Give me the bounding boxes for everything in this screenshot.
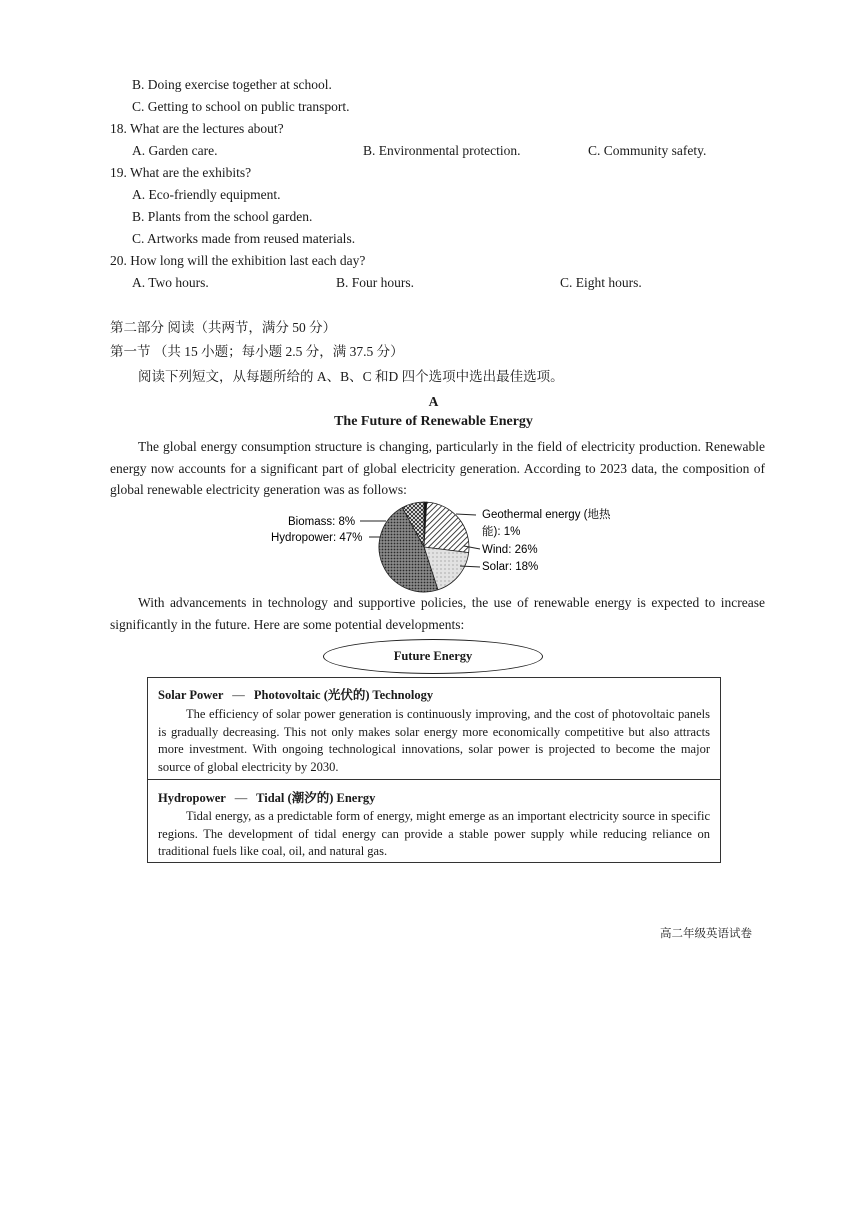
tidal-label: Tidal (潮汐的) Energy: [256, 791, 376, 805]
question-18: 18. What are the lectures about?: [110, 121, 284, 136]
q17-option-b: B. Doing exercise together at school.: [132, 77, 332, 92]
section-one-heading: 第一节 （共 15 小题；每小题 2.5 分，满 37.5 分）: [110, 344, 404, 359]
passage-title: The Future of Renewable Energy: [334, 414, 533, 429]
intro-paragraph: The global energy consumption structure is changing, particularly in the field of electricity production. Renewable energy now accounts for a significant part of global electricity generation. According to 2023 data, the composition of global renewable electricity generation was as follows:: [110, 439, 765, 497]
hydropower-box: [147, 779, 721, 863]
q20-option-a: A. Two hours.: [132, 275, 209, 290]
future-energy-label: Future Energy: [393, 649, 473, 663]
question-19: 19. What are the exhibits?: [110, 165, 252, 180]
passage-letter: A: [428, 394, 439, 409]
future-energy-oval: [323, 639, 543, 674]
reading-instruction: 阅读下列短文，从每题所给的 A、B、C 和D 四个选项中选出最佳选项。: [138, 369, 564, 384]
pie-label-geothermal-2: 能): 1%: [482, 526, 521, 538]
q18-option-b: B. Environmental protection.: [363, 143, 521, 158]
hydropower-heading: [158, 788, 710, 806]
pie-label-geothermal-1: Geothermal energy (地热: [482, 509, 611, 521]
heading-dash: —: [232, 688, 245, 702]
page-footer: 高二年级英语试卷: [660, 928, 752, 940]
developments-paragraph: With advancements in technology and supportive policies, the use of renewable energy is expected to increase significantly in the future. Here are some potential developments:: [110, 595, 765, 632]
photovoltaic-label: Photovoltaic (光伏的) Technology: [253, 688, 434, 702]
q19-option-c: C. Artworks made from reused materials.: [132, 231, 356, 246]
part-two-heading: 第二部分 阅读（共两节，满分 50 分）: [110, 320, 337, 335]
pie-label-hydropower: Hydropower: 47%: [271, 532, 363, 544]
q19-option-a: A. Eco-friendly equipment.: [132, 187, 281, 202]
q20-option-b: B. Four hours.: [336, 275, 415, 290]
heading-dash: —: [234, 791, 248, 805]
pie-slice-wind: [424, 502, 469, 553]
pie-label-wind: Wind: 26%: [482, 544, 538, 556]
solar-power-text: The efficiency of solar power generation is continuously improving, and the cost of photovoltaic panels is gradually decreasing. This not only makes solar energy more economically competitive but also attracts more investment. With ongoing technological innovations, solar power is projected to become the major source of global electricity by 2030.: [158, 707, 710, 774]
hydropower-text: Tidal energy, as a predictable form of energy, might emerge as an important electricity source in specific regions. The development of tidal energy can provide a stable power supply while reducing reliance on traditional fuels like coal, oil, and natural gas.: [158, 809, 710, 858]
q19-option-b: B. Plants from the school garden.: [132, 209, 313, 224]
q17-option-c: C. Getting to school on public transport.: [132, 99, 350, 114]
q18-option-a: A. Garden care.: [132, 143, 218, 158]
q18-option-c: C. Community safety.: [588, 143, 707, 158]
leader-geothermal: [456, 514, 476, 515]
hydropower-label: Hydropower: [158, 791, 226, 805]
renewable-pie-chart: [0, 500, 867, 600]
solar-power-label: Solar Power: [158, 688, 224, 702]
q20-option-c: C. Eight hours.: [560, 275, 642, 290]
pie-label-biomass: Biomass: 8%: [288, 516, 356, 528]
pie-label-solar: Solar: 18%: [482, 561, 539, 573]
solar-power-heading: [158, 685, 710, 703]
question-20: 20. How long will the exhibition last each day?: [110, 253, 366, 268]
solar-power-box: [147, 677, 721, 780]
